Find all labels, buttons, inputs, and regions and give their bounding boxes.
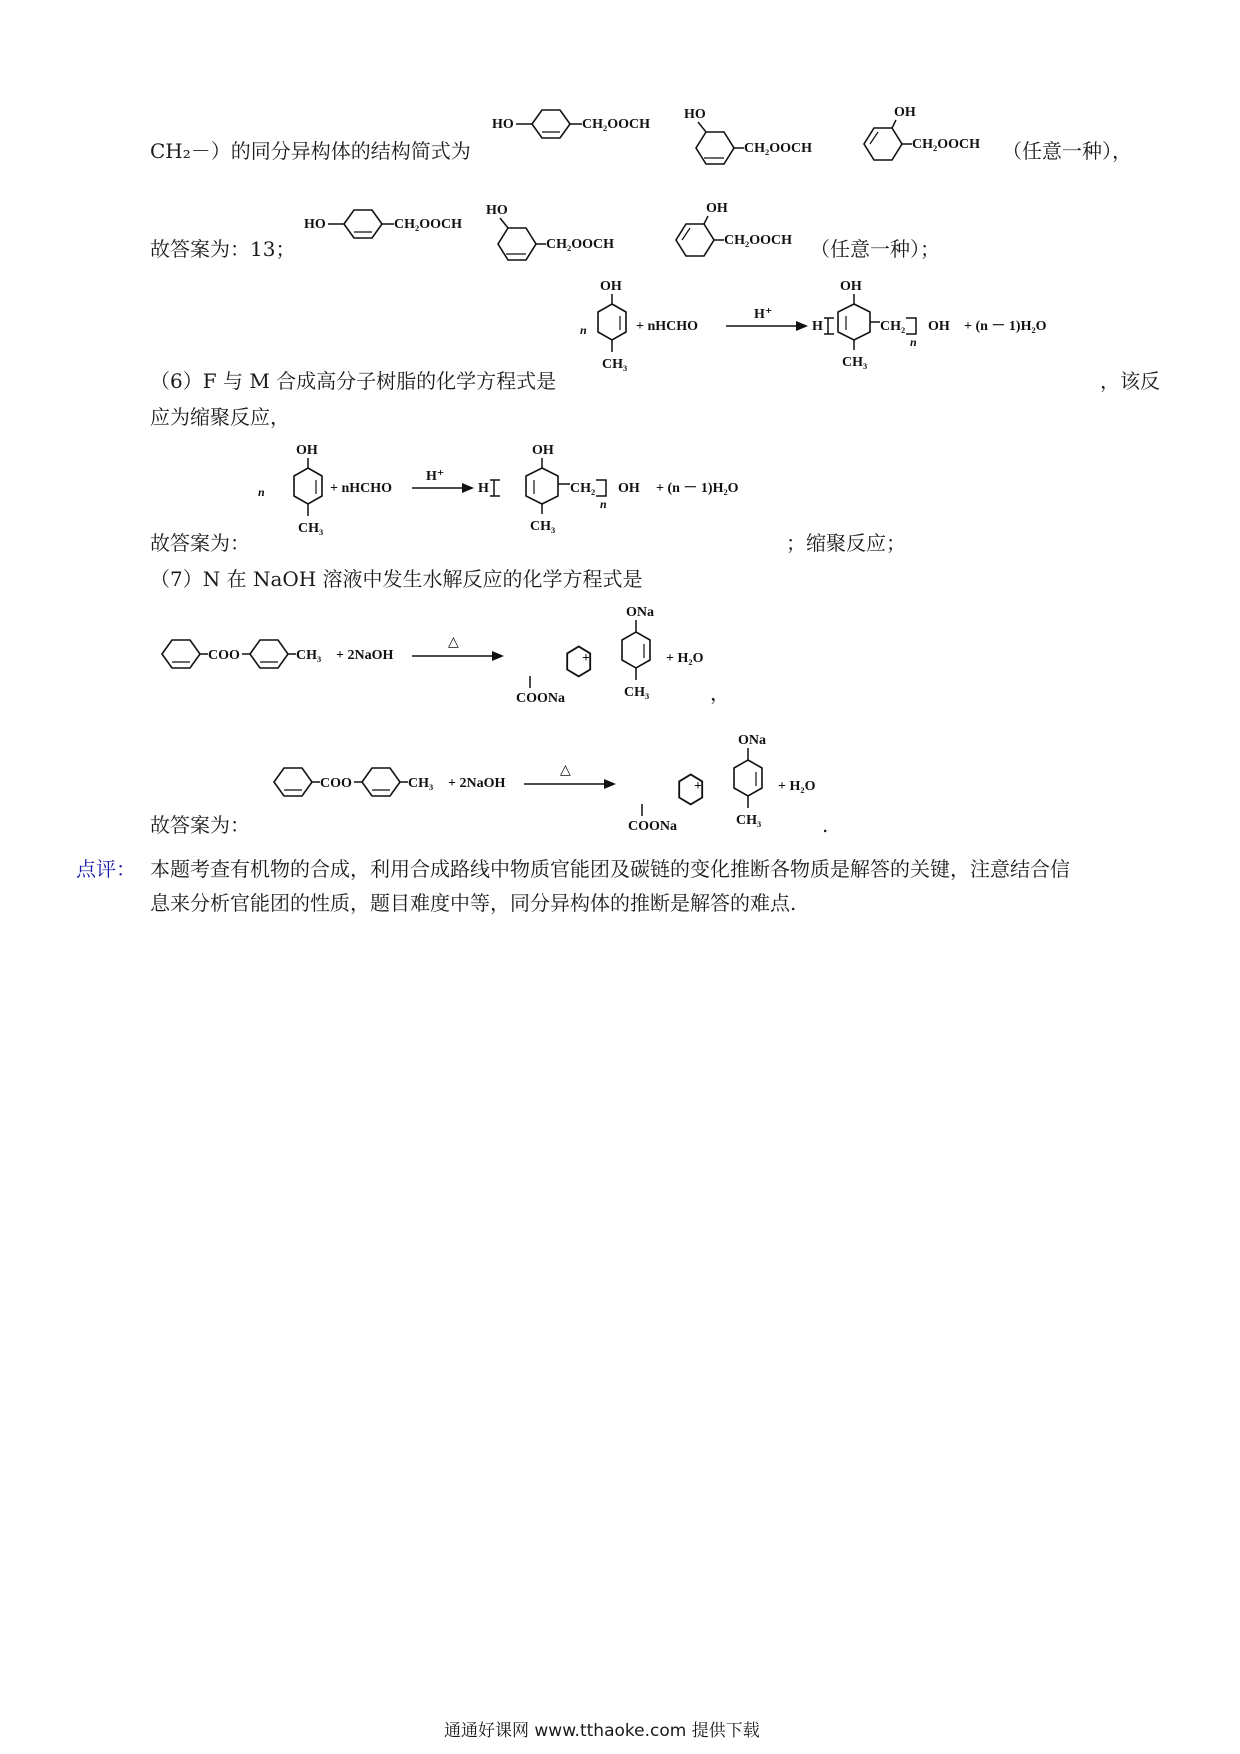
isomer-para-structure bbox=[492, 110, 650, 138]
svg-text:n: n bbox=[258, 485, 265, 499]
isomer-para-structure-2 bbox=[304, 210, 462, 238]
q6-question-line2-text: 应为缩聚反应， bbox=[150, 405, 290, 429]
svg-text:OH: OH bbox=[532, 443, 554, 458]
svg-text:n: n bbox=[580, 323, 587, 337]
svg-text:CH₃: CH₃ bbox=[530, 519, 556, 534]
isomer-meta-ch2oochh: CH₂OOCH bbox=[744, 141, 812, 156]
svg-text:ONa: ONa bbox=[626, 605, 654, 620]
isomer-ortho-ch2oochh: CH₂OOCH bbox=[912, 137, 980, 152]
svg-text:COONa: COONa bbox=[628, 819, 677, 832]
hydrolysis-equation-1 bbox=[152, 604, 732, 704]
review-line-1: 本题考查有机物的合成，利用合成路线中物质官能团及碳链的变化推断各物质是解答的关键，注意结合信 bbox=[150, 857, 1070, 881]
isomer-meta-structure bbox=[684, 107, 812, 164]
svg-text:H: H bbox=[478, 481, 489, 496]
svg-text:+: + bbox=[694, 779, 702, 794]
svg-text:+ 2NaOH: + 2NaOH bbox=[336, 648, 394, 663]
svg-text:CH₃: CH₃ bbox=[296, 648, 322, 663]
answer7-prefix-text: 故答案为： bbox=[150, 813, 250, 837]
footer-text: 通通好课网 www.tthaoke.com 提供下载 bbox=[444, 1721, 760, 1741]
isomer-ortho-structure bbox=[864, 105, 980, 160]
svg-text:+ nHCHO: + nHCHO bbox=[636, 319, 699, 334]
svg-text:+ nHCHO: + nHCHO bbox=[330, 481, 393, 496]
svg-text:+ (n － 1)H₂O: + (n － 1)H₂O bbox=[964, 319, 1047, 334]
svg-text:COO: COO bbox=[320, 776, 352, 791]
q6-question-text: （6）F 与 M 合成高分子树脂的化学方程式是 bbox=[150, 369, 557, 393]
answer-any-one-text: （任意一种）； bbox=[810, 237, 940, 261]
answer7-period: . bbox=[822, 813, 829, 837]
svg-text:ONa: ONa bbox=[738, 733, 766, 748]
isomer-para-ho: HO bbox=[492, 117, 514, 132]
svg-text:CH₃: CH₃ bbox=[624, 685, 650, 700]
answer6-suffix-text: ；缩聚反应； bbox=[786, 531, 906, 555]
review-label: 点评： bbox=[76, 857, 136, 881]
svg-text:CH₃: CH₃ bbox=[842, 355, 868, 370]
isomer-meta-ho: HO bbox=[684, 107, 706, 122]
svg-text:H⁺: H⁺ bbox=[754, 307, 773, 322]
svg-text:COONa: COONa bbox=[516, 691, 565, 704]
svg-text:△: △ bbox=[448, 635, 459, 650]
svg-text:CH₃: CH₃ bbox=[736, 813, 762, 828]
svg-text:COO: COO bbox=[208, 648, 240, 663]
svg-text:OH: OH bbox=[928, 319, 950, 334]
isomer-para-ch2oochh-2: CH₂OOCH bbox=[394, 217, 462, 232]
svg-text:+ H₂O: + H₂O bbox=[778, 779, 816, 794]
isomer-para-ho-2: HO bbox=[304, 217, 326, 232]
isomer-structures-row2 bbox=[304, 200, 824, 266]
isomer-meta-ch2oochh-2: CH₂OOCH bbox=[546, 237, 614, 252]
svg-text:OH: OH bbox=[296, 443, 318, 458]
svg-text:+ H₂O: + H₂O bbox=[666, 651, 704, 666]
svg-text:n: n bbox=[910, 335, 917, 349]
isomer-ortho-oh: OH bbox=[894, 105, 916, 120]
svg-text:+ (n － 1)H₂O: + (n － 1)H₂O bbox=[656, 481, 739, 496]
isomer-meta-structure-2 bbox=[486, 203, 614, 260]
svg-text:OH: OH bbox=[840, 279, 862, 294]
q6-question-continue-text: ，该反 bbox=[1100, 369, 1160, 393]
svg-text:CH₃: CH₃ bbox=[602, 357, 628, 372]
svg-text:CH₃: CH₃ bbox=[298, 521, 324, 536]
svg-text:+: + bbox=[582, 651, 590, 666]
svg-text:H: H bbox=[812, 319, 823, 334]
q7-question-text: （7）N 在 NaOH 溶液中发生水解反应的化学方程式是 bbox=[150, 567, 643, 591]
answer-13-text: 故答案为：13； bbox=[150, 237, 296, 261]
isomer-ortho-ch2oochh-2: CH₂OOCH bbox=[724, 233, 792, 248]
svg-text:△: △ bbox=[560, 763, 571, 778]
svg-text:H⁺: H⁺ bbox=[426, 469, 445, 484]
isomer-any-one-text: （任意一种）， bbox=[1002, 139, 1132, 163]
svg-text:CH₂: CH₂ bbox=[570, 481, 596, 496]
isomer-ortho-oh-2: OH bbox=[706, 201, 728, 216]
svg-text:CH₂: CH₂ bbox=[880, 319, 906, 334]
polymerization-equation-2 bbox=[252, 440, 792, 548]
svg-text:n: n bbox=[600, 497, 607, 511]
svg-text:OH: OH bbox=[618, 481, 640, 496]
answer6-prefix-text: 故答案为： bbox=[150, 531, 250, 555]
isomer-meta-ho-2: HO bbox=[486, 203, 508, 218]
q7-comma: ， bbox=[710, 681, 730, 705]
svg-text:+ 2NaOH: + 2NaOH bbox=[448, 776, 506, 791]
isomer-ortho-structure-2 bbox=[676, 201, 792, 256]
isomer-intro-text: CH₂－）的同分异构体的结构简式为 bbox=[150, 139, 471, 163]
svg-text:CH₃: CH₃ bbox=[408, 776, 434, 791]
hydrolysis-equation-2 bbox=[264, 732, 844, 832]
isomer-para-ch2oochh: CH₂OOCH bbox=[582, 117, 650, 132]
review-line-2: 息来分析官能团的性质，题目难度中等，同分异构体的推断是解答的难点. bbox=[150, 891, 797, 915]
svg-text:OH: OH bbox=[600, 279, 622, 294]
polymerization-equation-1 bbox=[578, 276, 1118, 386]
